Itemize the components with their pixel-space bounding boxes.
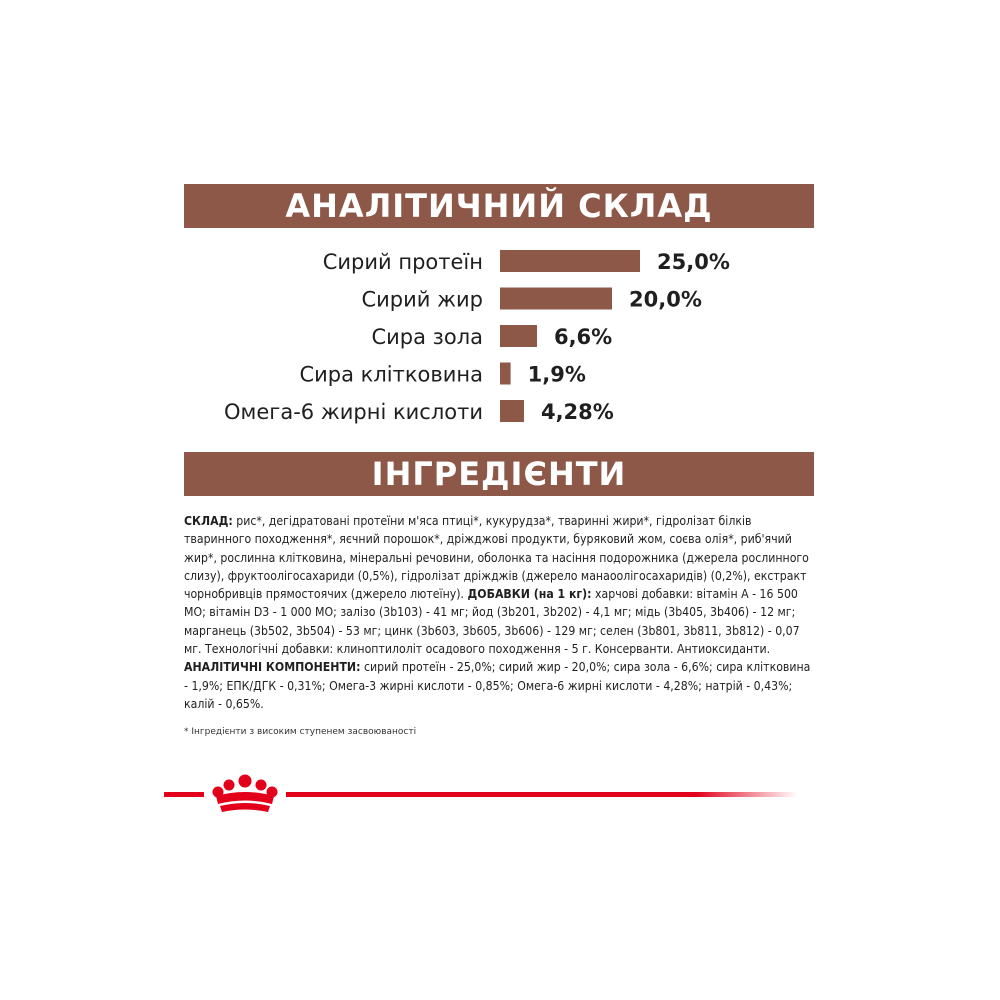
ingredients-paragraph [184,512,816,713]
value-label: 1,9% [527,362,586,387]
ingredients-title: ІНГРЕДІЄНТИ [371,455,627,493]
value-label: 20,0% [629,287,702,312]
analytic-components-label: АНАЛІТИЧНІ КОМПОНЕНТИ: [184,660,361,675]
bar [500,325,537,347]
composition-text: рис*, дегідратовані протеїни м'яса птиці*, кукурудза*, тваринні жири*, гідролізат білків тваринного походження*, яєчний порошок*, дріжджові продукти, буряковий жом, соєва олія*, риб'ячий жир*, рослинна клітковина, мінеральні речовини, оболонка та насіння подорожника (джерела рослинного слизу), фруктоолігосахариди (0,5%), гідролізат дріжджів (джерело манаоолігосахаридів) (0,2%), екстракт чорнобривців прямостоячих (джерело лютеїну). [184,514,809,602]
footnote: * Інгредієнти з високим ступенем засвоюваності [184,727,417,737]
brand-footer [160,770,800,820]
category-label: Сира зола [371,325,483,349]
category-label: Сирий протеїн [322,250,483,274]
bar [500,250,640,272]
analytic-title-banner [184,184,814,228]
bar [500,288,612,310]
analytic-title: АНАЛІТИЧНИЙ СКЛАД [285,187,713,225]
bar [500,363,511,385]
crown-icon [213,775,278,813]
composition-label: СКЛАД: [184,514,233,528]
category-label: Сирий жир [361,287,483,312]
category-label: Сира клітковина [299,362,483,387]
brand-line-right [286,792,798,797]
value-label: 4,28% [540,400,614,424]
bar [500,400,524,422]
brand-line-left [164,792,204,797]
ingredients-title-banner [184,452,814,496]
analytic-bar-chart [0,240,1000,430]
value-label: 25,0% [657,250,730,274]
value-label: 6,6% [553,325,613,349]
additives-text: харчові добавки: вітамін A - 16 500 МО; вітамін D3 - 1 000 МО; залізо (3b103) - 41 мг; йод (3b201, 3b202) - 4,1 мг; мідь (3b405, 3b406) - 12 мг; марганець (3b502, 3b504) - 53 мг; цинк (3b603, 3b605, 3b606) - 129 мг; селен (3b801, 3b811, 3b812) - 0,07 мг. Технологічні добавки: клиноптилоліт осадового походження - 5 г. Консерванти. Антиоксиданти. [184,587,800,657]
category-label: Омега-6 жирні кислоти [224,400,483,424]
additives-label: ДОБАВКИ (на 1 кг): [467,587,592,602]
analytic-components-text: сирий протеїн - 25,0%; сирий жир - 20,0%; сира зола - 6,6%; сира клітковина - 1,9%; ЕПК/ДГК - 0,31%; Омега-3 жирні кислоти - 0,85%; Омега-6 жирні кислоти - 4,28%; натрій - 0,43%; калій - 0,65%. [184,660,811,711]
